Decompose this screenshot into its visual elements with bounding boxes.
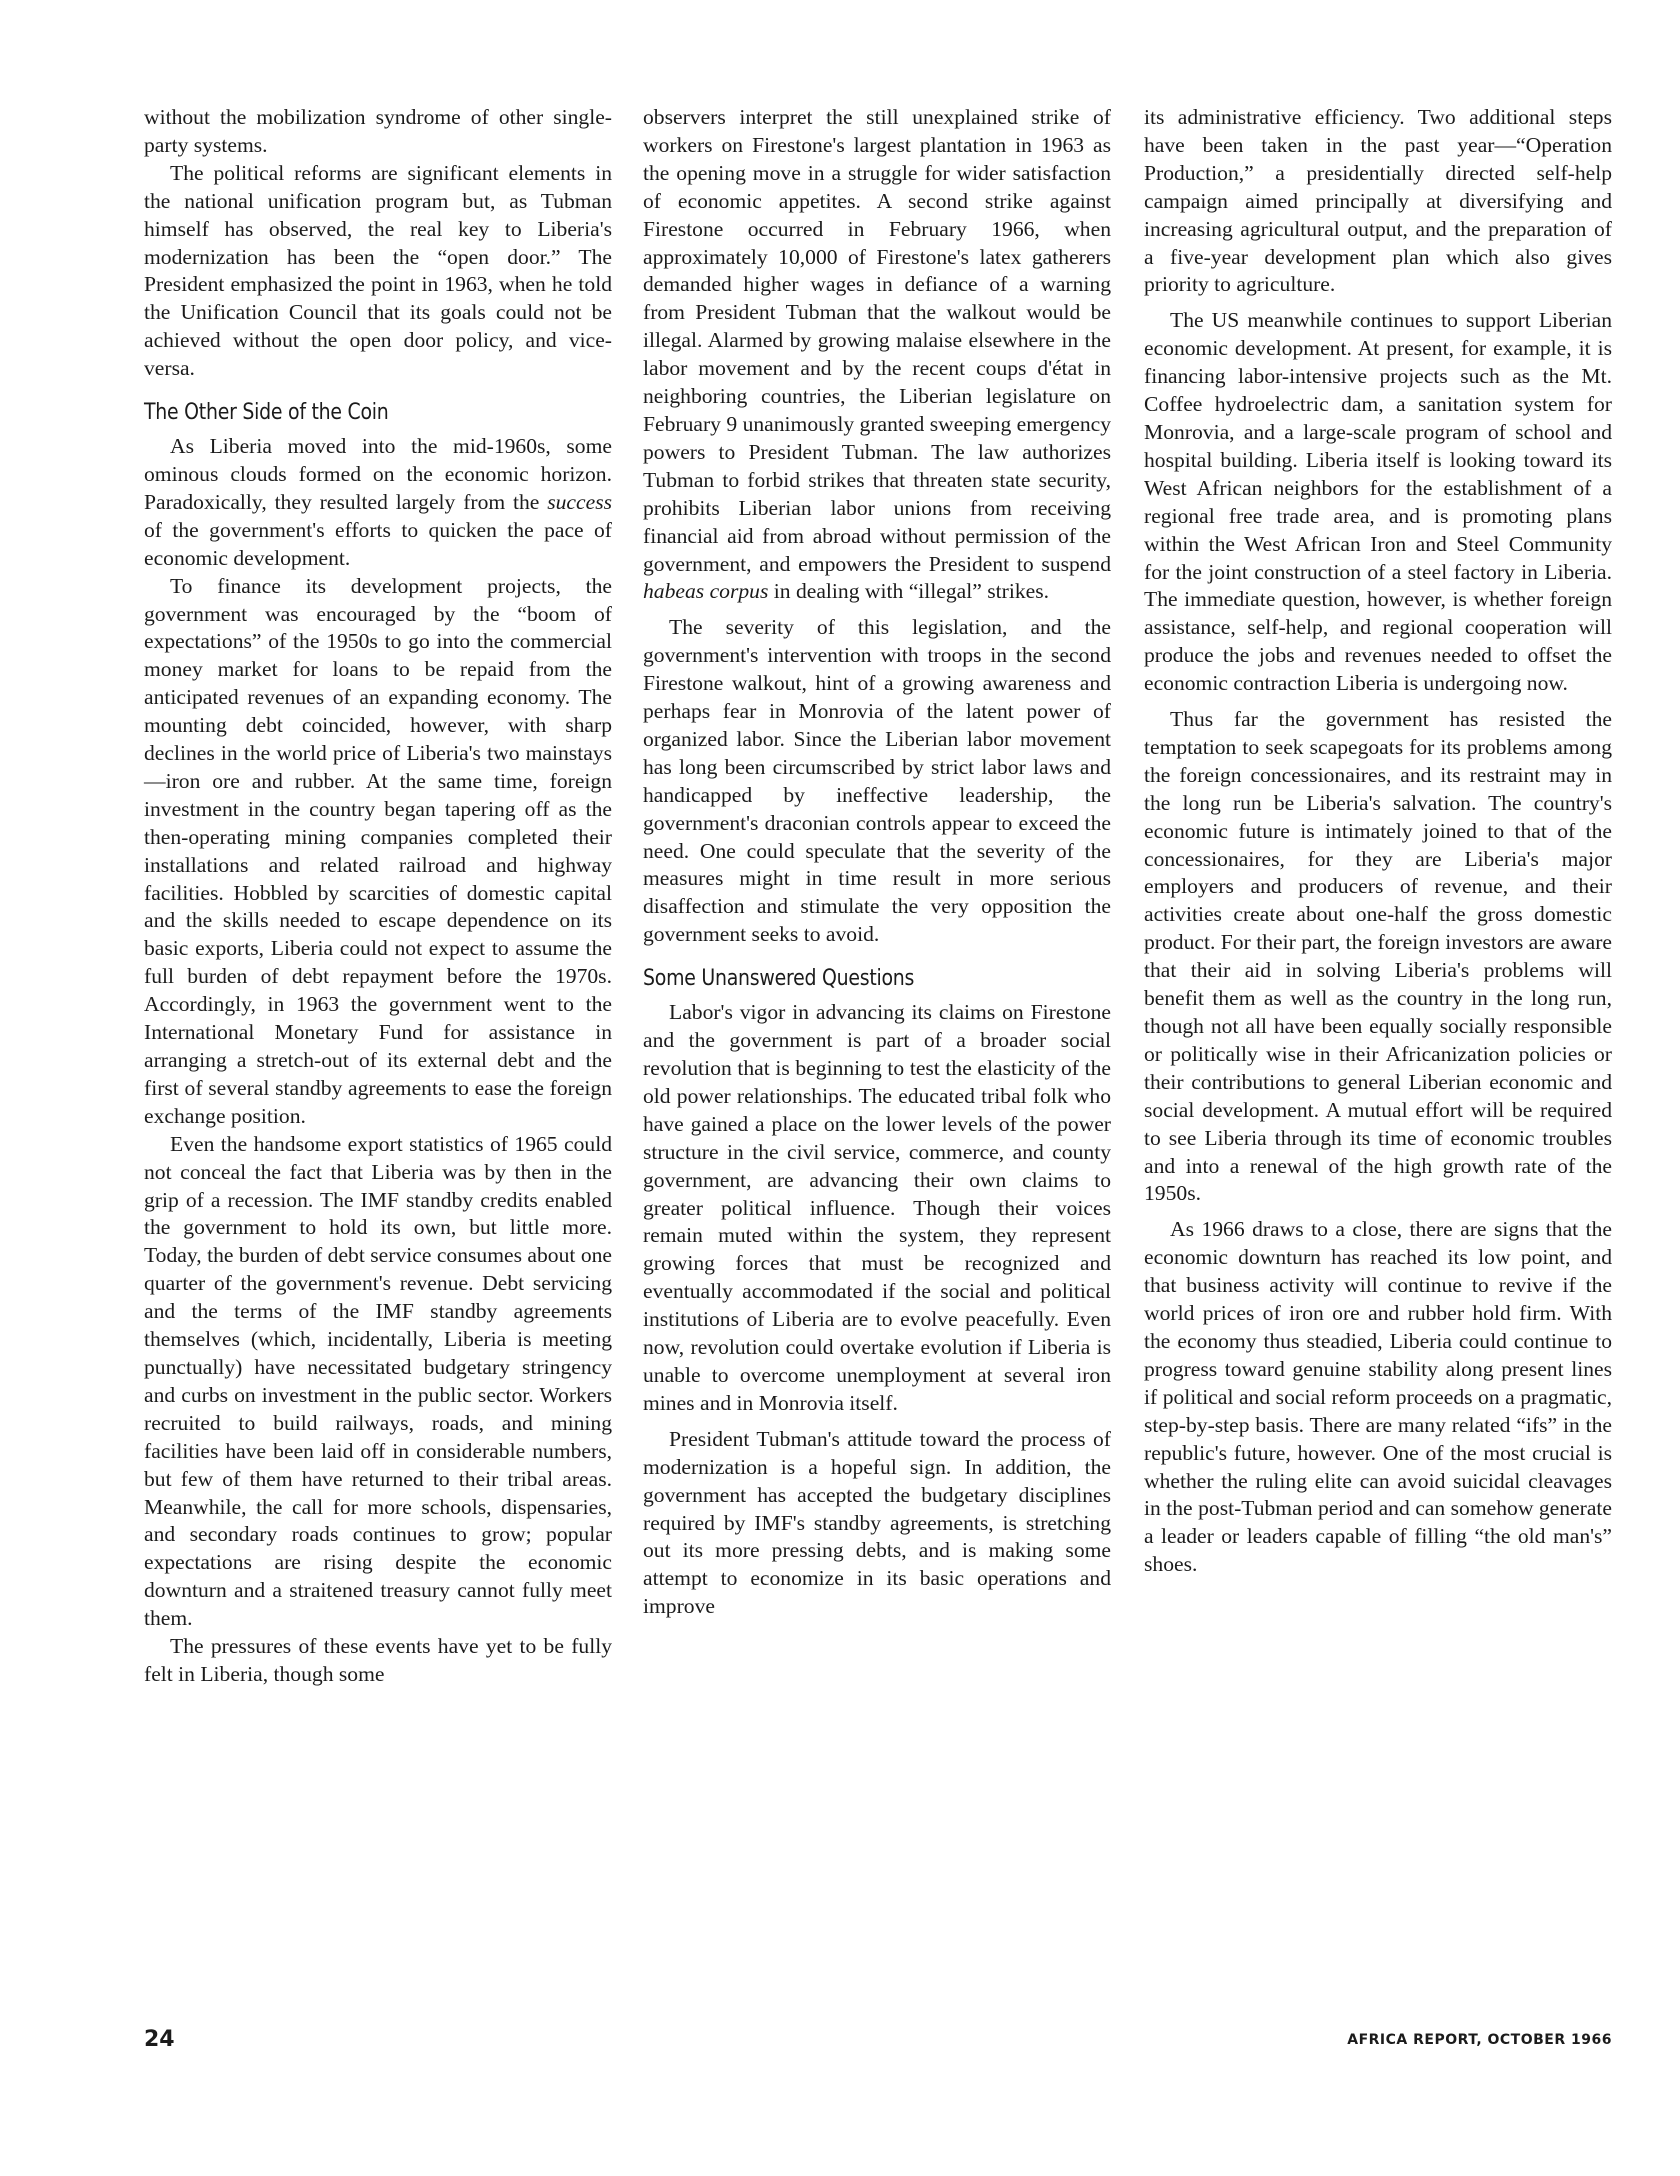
- paragraph: without the mobilization syndrome of other single-party systems.: [144, 105, 612, 157]
- paragraph: The severity of this legislation, and the government's intervention with troops in the second Firestone walkout, hint of a growing awareness and perhaps fear in Monrovia of the latent power of organized labor. Since the Liberian labor movement has long been circumscribed by strict labor laws and handicapped by ineffective leadership, the government's draconian controls appear to exceed the need. One could speculate that the severity of the measures might in time result in more serious disaffection and stimulate the very opposition the government seeks to avoid.: [643, 615, 1111, 947]
- paragraph: Even the handsome export statistics of 1965 could not conceal the fact that Liberia was by then in the grip of a recession. The IMF standby credits enabled the government to hold its own, but little more. Today, the burden of debt service consumes about one quarter of the government's revenue. Debt servicing and the terms of the IMF standby agreements themselves (which, incidentally, Liberia is meeting punctually) have necessitated budgetary stringency and curbs on investment in the public sector. Workers recruited to build railways, roads, and mining facilities have been laid off in considerable numbers, but few of them have returned to their tribal areas. Meanwhile, the call for more schools, dispensaries, and secondary roads continues to grow; popular expectations are rising despite the economic downturn and a straitened treasury cannot fully meet them.: [144, 1131, 612, 1631]
- paragraph: To finance its development projects, the government was encouraged by the “boom of expectations” of the 1950s to go into the commercial money market for loans to be repaid from the anticipated revenues of an expanding economy. The mounting debt coincided, however, with sharp declines in the world price of Liberia's two mainstays—iron ore and rubber. At the same time, foreign investment in the country began tapering off as the then-operating mining companies completed their installations and related railroad and highway facilities. Hobbled by scarcities of domestic capital and the skills needed to escape dependence on its basic exports, Liberia could not expect to assume the full burden of debt repayment before the 1970s. Accordingly, in 1963 the government went to the International Monetary Fund for assistance in arranging a stretch-out of its external debt and the first of several standby agreements to ease the foreign exchange position.: [144, 573, 612, 1128]
- paragraph: its administrative efficiency. Two additional steps have been taken in the past year—“Operation Production,” a presidentially directed self-help campaign aimed principally at diversifying and increasing agricultural output, and the preparation of a five-year development plan which also gives priority to agriculture.: [1144, 105, 1612, 297]
- paragraph-text: As Liberia moved into the mid-1960s, some ominous clouds formed on the economic horizon. Paradoxically, they resulted largely from the: [144, 434, 612, 514]
- section-heading-some-unanswered-questions: Some Unanswered Questions: [643, 966, 915, 992]
- paragraph: The pressures of these events have yet to be fully felt in Liberia, though some: [144, 1634, 612, 1686]
- running-footer: AFRICA REPORT, OCTOBER 1966: [1347, 2032, 1612, 2048]
- emphasis-text: habeas corpus: [643, 579, 769, 604]
- paragraph: The US meanwhile continues to support Liberian economic development. At present, for example, it is financing labor-intensive projects such as the Mt. Coffee hydroelectric dam, a sanitation system for Monrovia, and a large-scale program of school and hospital building. Liberia itself is looking toward its West African neighbors for the establishment of a regional free trade area, and is promoting plans within the West African Iron and Steel Community for the joint construction of a steel factory in Liberia. The immediate question, however, is whether foreign assistance, self-help, and regional cooperation will produce the jobs and revenues needed to offset the economic contraction Liberia is undergoing now.: [1144, 308, 1612, 696]
- paragraph: Labor's vigor in advancing its claims on Firestone and the government is part of a broader social revolution that is beginning to test the elasticity of the old power relationships. The educated tribal folk who have gained a place on the lower levels of the power structure in the civil service, commerce, and county government, are advancing their own claims to greater political influence. Though their voices remain muted within the system, they represent growing forces that must be recognized and eventually accommodated if the social and political institutions of Liberia are to evolve peacefully. Even now, revolution could overtake evolution if Liberia is unable to overcome unemployment at several iron mines and in Monrovia itself.: [643, 1000, 1111, 1415]
- emphasis-text: success: [547, 489, 612, 514]
- text-column-3: [1144, 104, 1612, 1579]
- paragraph: [643, 104, 1111, 606]
- paragraph: As 1966 draws to a close, there are signs that the economic downturn has reached its low point, and that business activity will continue to revive if the world prices of iron ore and rubber hold firm. With the economy thus steadied, Liberia could continue to progress toward genuine stability along present lines if political and social reform proceeds on a pragmatic, step-by-step basis. There are many related “ifs” in the republic's future, however. One of the most crucial is whether the ruling elite can avoid suicidal cleavages in the post-Tubman period and can somehow generate a leader or leaders capable of filling “the old man's” shoes.: [1144, 1217, 1612, 1577]
- paragraph: The political reforms are significant elements in the national unification program but, as Tubman himself has observed, the real key to Liberia's modernization has been the “open door.” The President emphasized the point in 1963, when he told the Unification Council that its goals could not be achieved without the open door policy, and vice-versa.: [144, 160, 612, 381]
- paragraph-text: observers interpret the still unexplained strike of workers on Firestone's largest plantation in 1963 as the opening move in a struggle for wider satisfaction of economic appetites. A second strike against Firestone occurred in February 1966, when approximately 10,000 of Firestone's latex gatherers demanded higher wages in defiance of a warning from President Tubman that the walkout would be illegal. Alarmed by growing malaise elsewhere in the labor movement and by the recent coups d'état in neighboring countries, the Liberian legislature on February 9 unanimously granted sweeping emergency powers to President Tubman. The law authorizes Tubman to forbid strikes that threaten state security, prohibits Liberian labor unions from receiving financial aid from abroad without permission of the government, and empowers the President to suspend: [643, 105, 1111, 576]
- paragraph: President Tubman's attitude toward the process of modernization is a hopeful sign. In addition, the government has accepted the budgetary disciplines required by IMF's standby agreements, is stretching out its more pressing debts, and is making some attempt to economize in its basic operations and improve: [643, 1426, 1111, 1619]
- paragraph-text: of the government's efforts to quicken the pace of economic development.: [144, 517, 612, 570]
- page-number: 24: [144, 2027, 175, 2052]
- text-column-2: [643, 104, 1111, 1621]
- text-column-1: [144, 104, 612, 1689]
- paragraph: [144, 433, 612, 573]
- paragraph: Thus far the government has resisted the temptation to seek scapegoats for its problems among the foreign concessionaires, and its restraint may in the long run be Liberia's salvation. The country's economic future is intimately joined to that of the concessionaires, for they are Liberia's major employers and producers of revenue, and their activities create about one-half the gross domestic product. For their part, the foreign investors are aware that their aid in solving Liberia's problems will benefit them as well as the country in the long run, though not all have been equally socially responsible or politically wise in their Africanization policies or their contributions to general Liberian economic and social development. A mutual effort will be required to see Liberia through its time of economic troubles and into a renewal of the high growth rate of the 1950s.: [1144, 707, 1612, 1206]
- paragraph-text: in dealing with “illegal” strikes.: [768, 579, 1050, 604]
- section-heading-other-side-of-the-coin: The Other Side of the Coin: [144, 400, 389, 426]
